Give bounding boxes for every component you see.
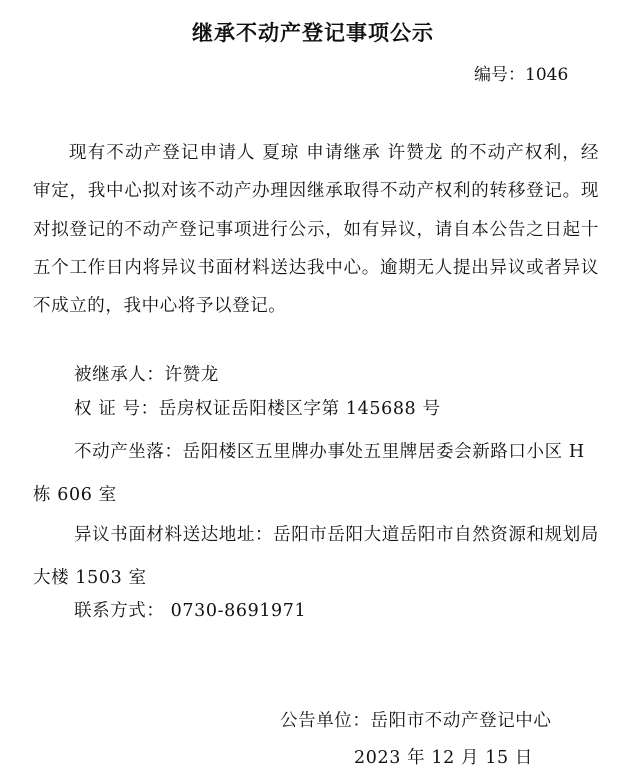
property-location: 不动产坐落：岳阳楼区五里牌办事处五里牌居委会新路口小区 H 栋 606 室: [33, 442, 585, 505]
contact-line: 联系方式： 0730-8691971: [74, 601, 307, 621]
announcing-unit: 公告单位：岳阳市不动产登记中心: [280, 711, 552, 731]
certificate-line: 权 证 号：岳房权证岳阳楼区字第 145688 号: [74, 399, 441, 419]
decedent-line: 被继承人：许赞龙: [74, 365, 219, 385]
objection-address: 异议书面材料送达地址：岳阳市岳阳大道岳阳市自然资源和规划局大楼 1503 室: [33, 525, 599, 588]
announcement-date: 2023 年 12 月 15 日: [354, 748, 533, 768]
notice-body: 现有不动产登记申请人 夏琼 申请继承 许赞龙 的不动产权利，经审定，我中心拟对该不动产办理因继承取得不动产权利的转移登记。现对拟登记的不动产登记事项进行公示，如有异议，请自本公告之日起十五个工作日内将异议书面材料送达我中心。逾期无人提出异议或者异议不成立的，我中心将予以登记。: [33, 143, 599, 317]
notice-number: 编号：1046: [474, 65, 569, 85]
notice-title: 继承不动产登记事项公示: [192, 21, 434, 45]
